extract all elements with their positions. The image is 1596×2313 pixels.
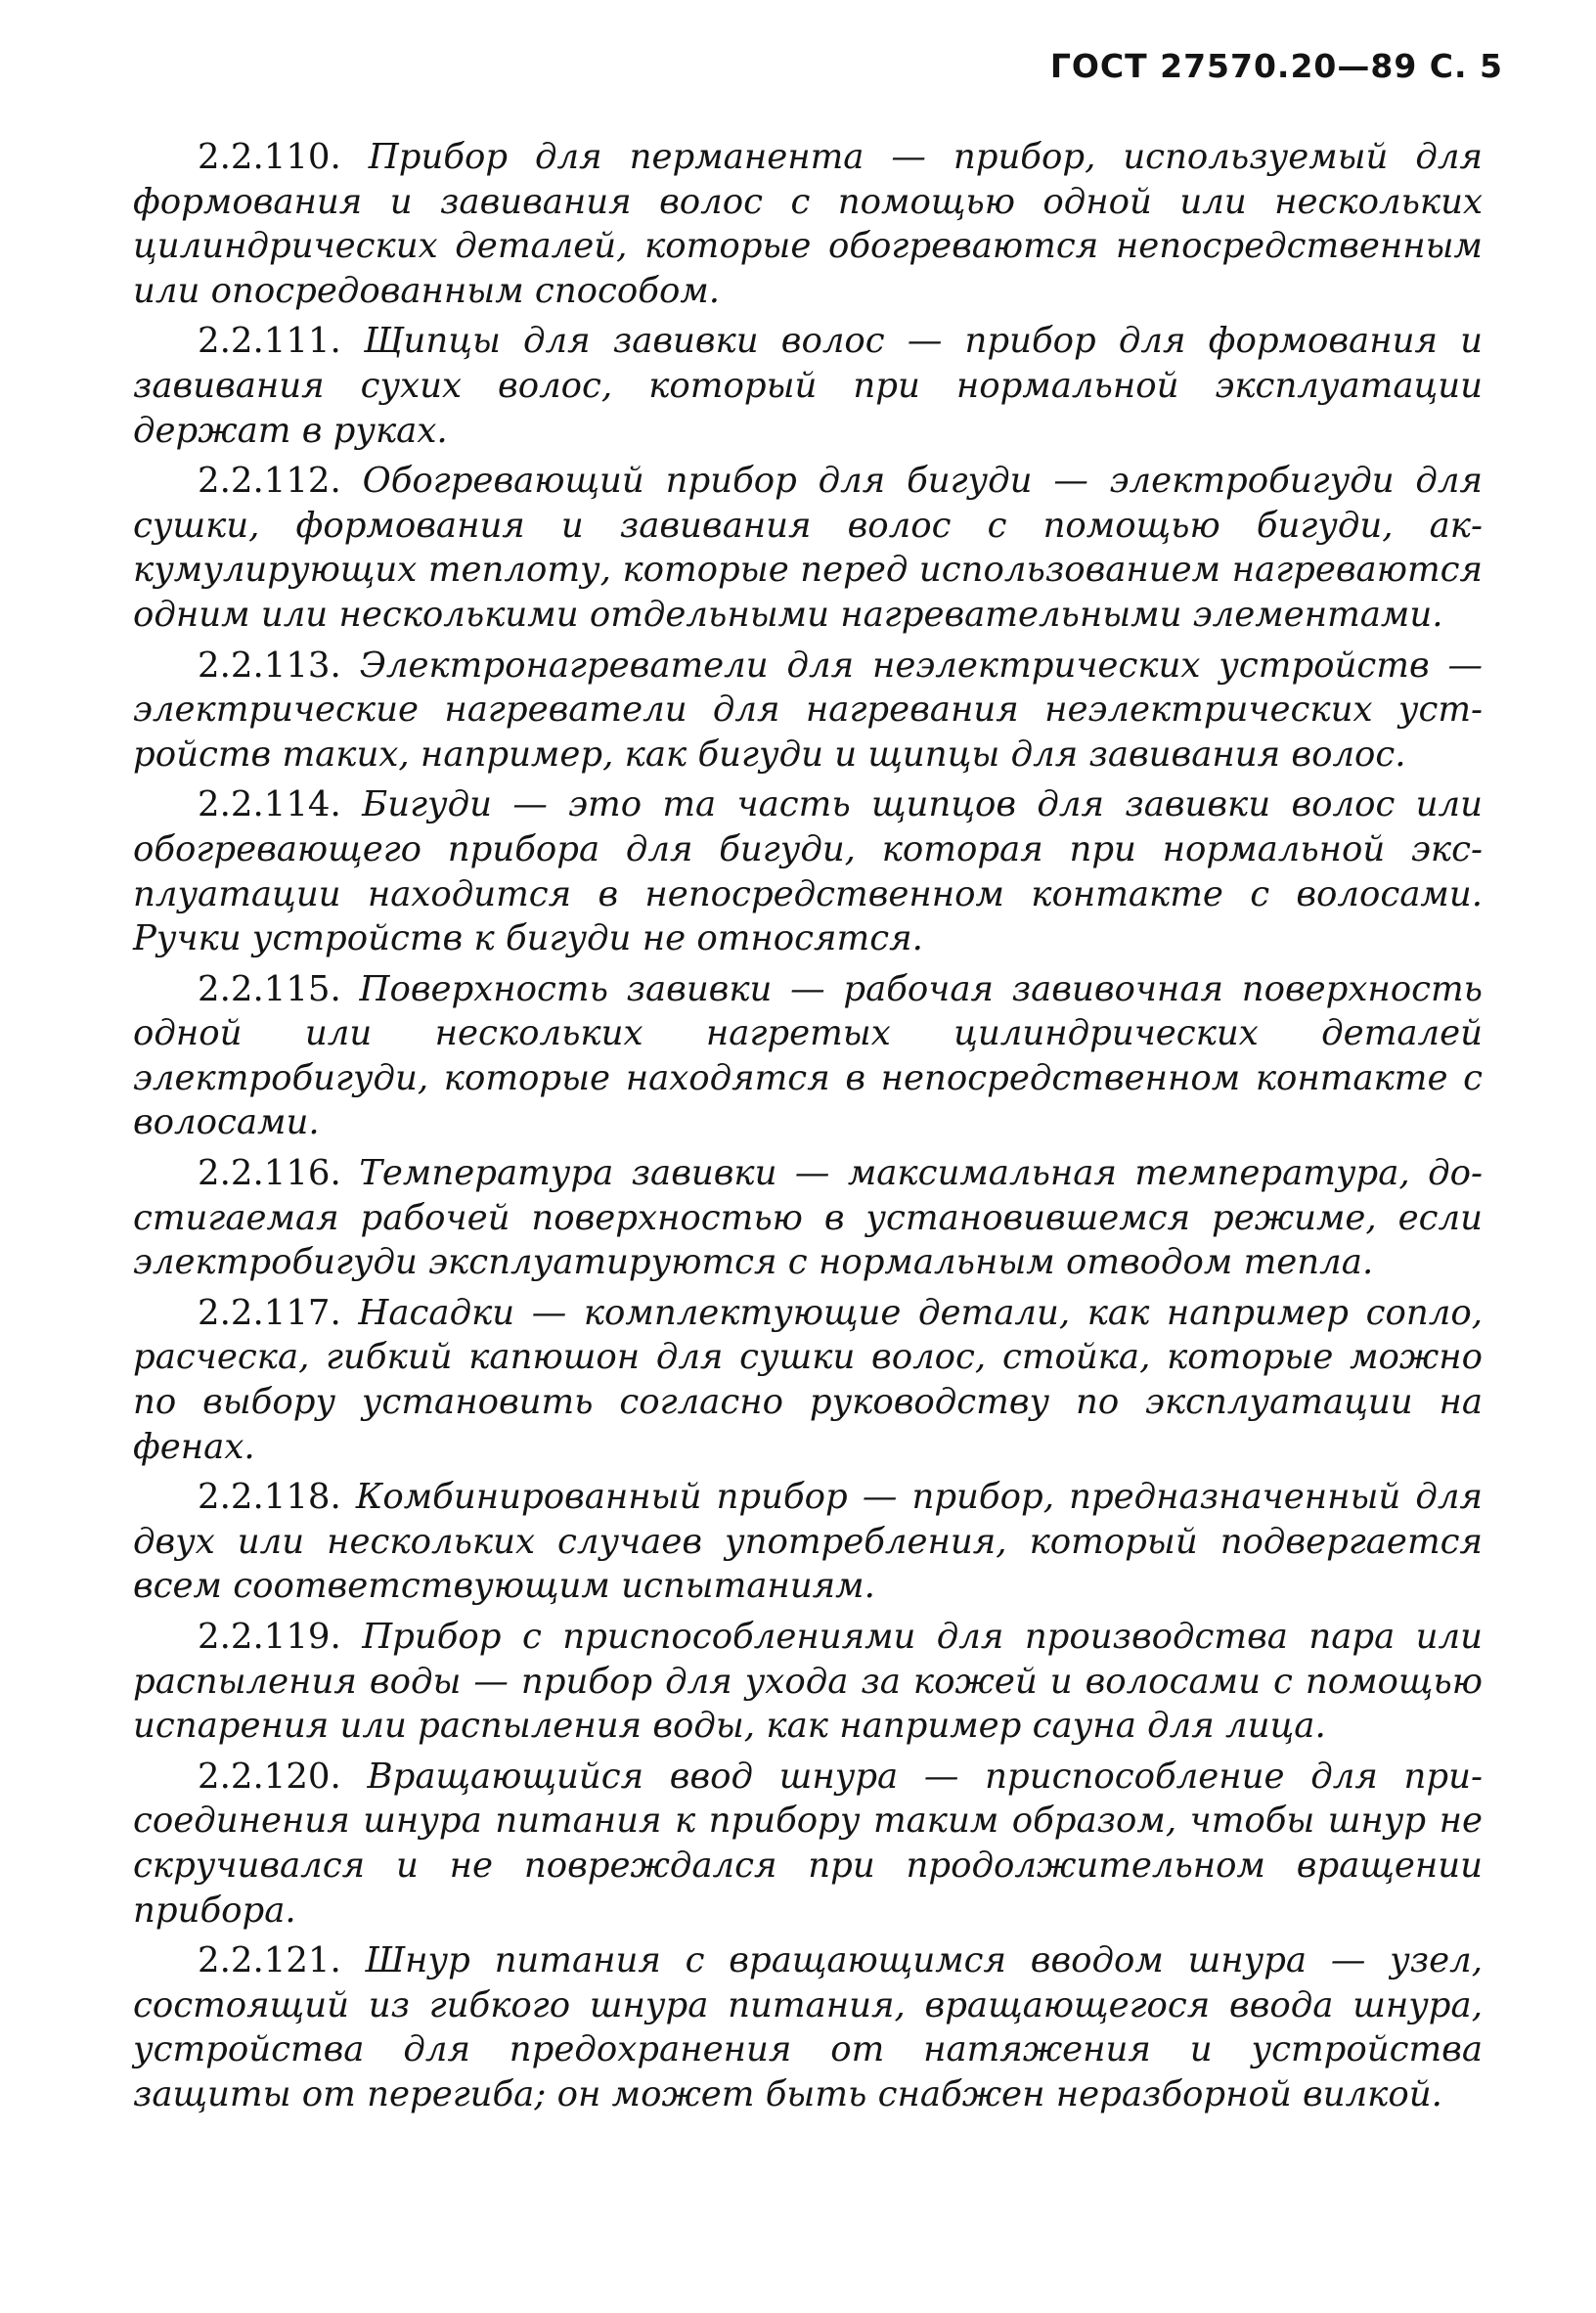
- item-text: Прибор с приспособлениями для производства пара или распыления воды — прибор для ухода за кожей и волосами с помощью испарения или распыления воды, как например сауна для лица.: [133, 1617, 1483, 1747]
- item-number: 2.2.119.: [198, 1617, 341, 1657]
- item-number: 2.2.112.: [198, 461, 341, 502]
- item-text: Вращающийся ввод шнура — приспособление для присоединения шнура питания к прибору таким образом, чтобы шнур не скручивался и не повреждался при продолжительном вращении прибора.: [133, 1756, 1483, 1931]
- definitions-list: [133, 135, 1483, 2123]
- item-text: Шнур питания с вращающимся вводом шнура — узел, состоящий из гибкого шнура питания, вращающегося ввода шнура, устройства для предохранения от натяжения и устройства защиты от перегиба; он может быть снабжен неразборной вилкой.: [133, 1940, 1483, 2114]
- item-number: 2.2.120.: [198, 1756, 341, 1797]
- definition-item: [133, 1755, 1483, 1933]
- definition-item: [133, 1615, 1483, 1749]
- item-number: 2.2.118.: [198, 1477, 341, 1518]
- item-number: 2.2.114.: [198, 784, 341, 825]
- definition-item: [133, 1151, 1483, 1285]
- item-number: 2.2.113.: [198, 645, 341, 686]
- item-text: Обогревающий прибор для бигуди — электробигуди для сушки, формования и завивания волос с помощью бигуди, аккумулирующих теплоту, которые перед использованием нагреваются одним или несколькими отдельными нагревательными элементами.: [133, 461, 1483, 635]
- page-header: ГОСТ 27570.20—89 С. 5: [1049, 47, 1503, 85]
- definition-item: [133, 319, 1483, 453]
- item-text: Комбинированный прибор — прибор, предназначенный для двух или нескольких случаев употребления, который подвергается всем соответствующим испытаниям.: [133, 1477, 1483, 1607]
- item-text: Прибор для перманента — прибор, используемый для формования и завивания волос с помощью одной или нескольких цилиндрических деталей, которые обогреваются непосредственным или опосредованным способом.: [133, 137, 1483, 311]
- item-text: Поверхность завивки — рабочая завивочная поверхность одной или нескольких нагретых цилиндрических деталей электробигуди, которые находятся в непосредственном контакте с волосами.: [133, 968, 1483, 1143]
- definition-item: [133, 1291, 1483, 1469]
- item-number: 2.2.121.: [198, 1940, 341, 1981]
- item-number: 2.2.117.: [198, 1292, 341, 1333]
- definition-item: [133, 644, 1483, 778]
- item-text: Бигуди — это та часть щипцов для завивки волос или обогревающего прибора для бигуди, которая при нормальной эксплуатации находится в непосредственном контакте с волосами. Ручки устройств к бигуди не относятся.: [133, 784, 1483, 959]
- definition-item: [133, 1938, 1483, 2116]
- definition-item: [133, 459, 1483, 637]
- definition-item: [133, 135, 1483, 313]
- definition-item: [133, 967, 1483, 1145]
- item-number: 2.2.115.: [198, 968, 341, 1009]
- item-text: Температура завивки — максимальная температура, достигаемая рабочей поверхностью в установившемся режиме, если электробигуди эксплуатируются с нормальным отводом тепла.: [133, 1153, 1483, 1283]
- item-text: Щипцы для завивки волос — прибор для формования и завивания сухих волос, который при нормальной эксплуатации держат в руках.: [133, 321, 1483, 451]
- item-text: Электронагреватели для неэлектрических устройств — электрические нагреватели для нагревания неэлектрических устройств таких, например, как бигуди и щипцы для завивания волос.: [133, 645, 1483, 775]
- item-number: 2.2.111.: [198, 321, 341, 362]
- item-text: Насадки — комплектующие детали, как например сопло, расческа, гибкий капюшон для сушки волос, стойка, которые можно по выбору установить согласно руководству по эксплуатации на фенах.: [133, 1292, 1484, 1467]
- definition-item: [133, 782, 1483, 960]
- item-number: 2.2.110.: [198, 137, 341, 177]
- definition-item: [133, 1475, 1483, 1609]
- item-number: 2.2.116.: [198, 1153, 341, 1194]
